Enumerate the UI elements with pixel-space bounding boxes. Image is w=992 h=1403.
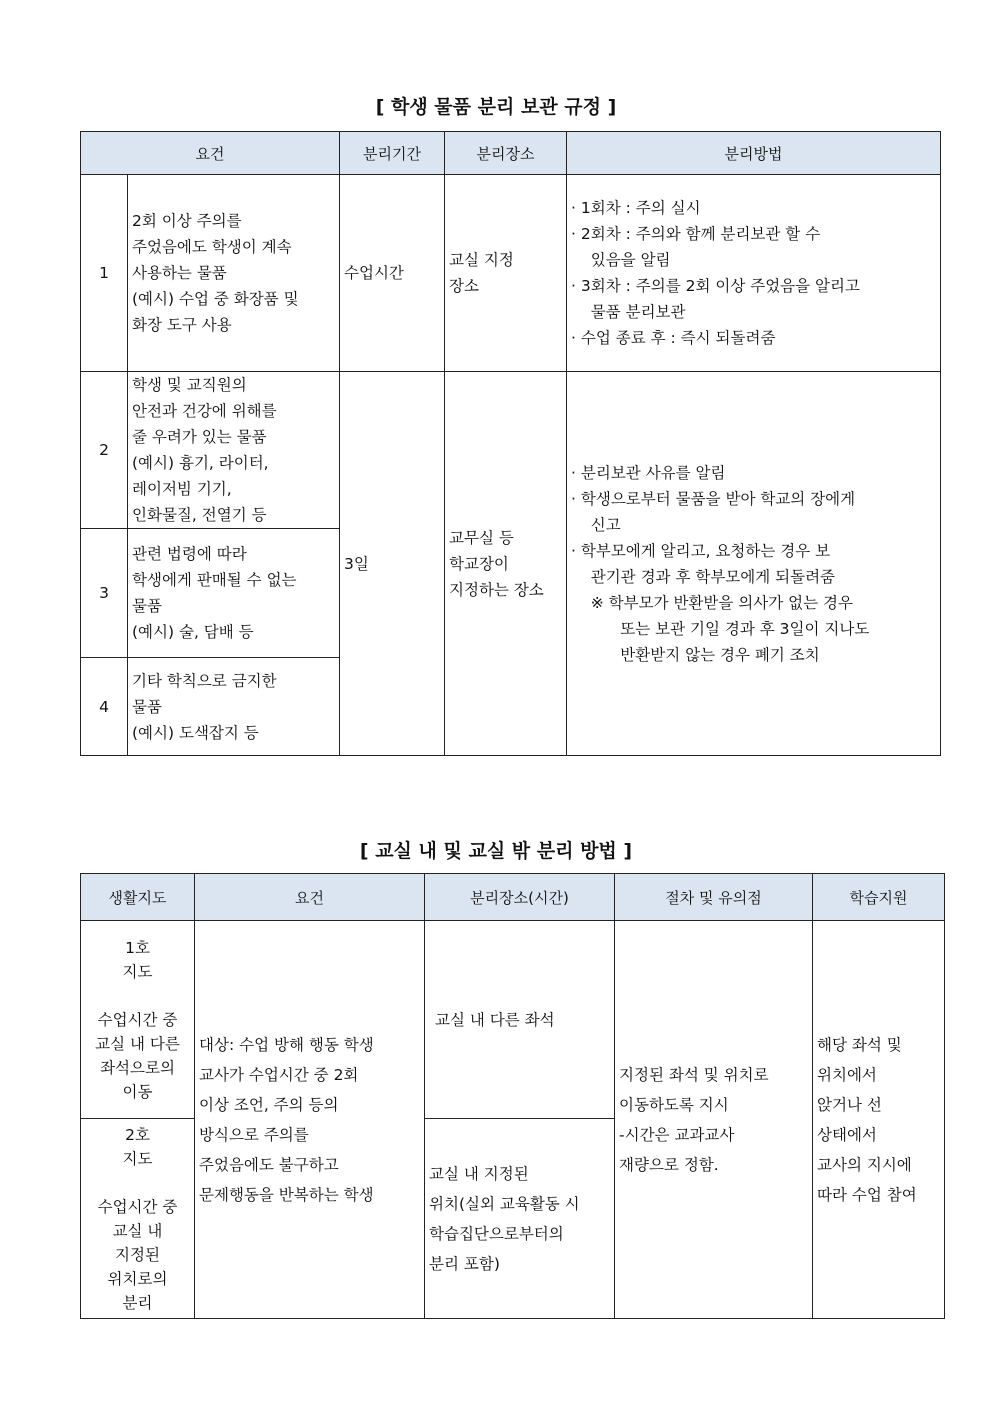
place-level-2	[425, 1119, 615, 1319]
text-line: 화장 도구 사용	[132, 316, 232, 334]
text-line: 위치(실외 교육활동 시	[429, 1194, 580, 1213]
text-line: 물품	[132, 697, 162, 716]
text-line: 분리 포함)	[429, 1254, 500, 1273]
text-line: 줄 우려가 있는 물품	[132, 428, 267, 446]
text-line: 위치로의	[107, 1269, 168, 1288]
text-line: 재량으로 정함.	[619, 1155, 719, 1174]
place-level-1	[425, 921, 615, 1119]
text-line: 교실 내	[112, 1221, 163, 1240]
text-line: 학습집단으로부터의	[429, 1224, 564, 1243]
text-line: 방식으로 주의를	[199, 1125, 309, 1144]
text-line: 인화물질, 전열기 등	[132, 506, 267, 524]
text-line: 교사가 수업시간 중 2회	[199, 1065, 359, 1084]
text-line	[85, 984, 190, 1008]
header-guidance: 생활지도	[81, 874, 195, 921]
table2-title: [ 교실 내 및 교실 밖 분리 방법 ]	[359, 840, 633, 862]
text-line: · 수업 종료 후 : 즉시 되돌려줌	[571, 329, 776, 347]
separation-methods-table	[80, 873, 945, 1319]
text-line: 지정된 좌석 및 위치로	[619, 1065, 769, 1084]
text-line: 안전과 건강에 위해를	[132, 402, 277, 420]
text-line: 신고	[571, 515, 621, 534]
text-line: 좌석으로의	[100, 1058, 175, 1077]
header-procedure: 절차 및 유의점	[615, 874, 813, 921]
header-place-time: 분리장소(시간)	[425, 874, 615, 921]
text-line: 레이저빔 기기,	[132, 480, 232, 498]
storage-rules-table	[80, 131, 941, 756]
text-line: (예시) 흉기, 라이터,	[132, 454, 269, 472]
text-line: 사용하는 물품	[132, 264, 227, 282]
text-line: 주었음에도 학생이 계속	[132, 238, 292, 256]
text-line: 1호	[125, 938, 150, 957]
text-line: 물품	[132, 597, 162, 615]
shared-condition	[195, 921, 425, 1319]
text-line: 이동	[122, 1082, 153, 1101]
text-line: 교실 지정	[449, 251, 514, 269]
text-line: 2호	[125, 1125, 150, 1144]
guidance-level-2	[81, 1119, 195, 1319]
text-line: 학생에게 판매될 수 없는	[132, 571, 297, 589]
text-line: 대상: 수업 방해 행동 학생	[199, 1035, 374, 1054]
shared-learning-support	[813, 921, 945, 1319]
text-line: (예시) 도색잡지 등	[132, 723, 259, 742]
row-number: 1	[81, 175, 128, 372]
text-line: 수업시간 중	[97, 1010, 178, 1029]
text-line: · 2회차 : 주의와 함께 분리보관 할 수	[571, 225, 821, 243]
shared-period: 3일	[340, 372, 445, 756]
text-line: · 학부모에게 알리고, 요청하는 경우 보	[571, 541, 831, 560]
shared-method	[567, 372, 941, 756]
text-line: 분리	[122, 1293, 153, 1312]
text-line: 또는 보관 기일 경과 후 3일이 지나도	[571, 619, 870, 638]
text-line: 지도	[122, 962, 153, 981]
text-line: 기타 학칙으로 금지한	[132, 671, 277, 690]
text-line: 수업시간 중	[97, 1197, 178, 1216]
guidance-level-1	[81, 921, 195, 1119]
text-line: 지정하는 장소	[449, 580, 544, 599]
row-condition	[128, 175, 340, 372]
row-method	[567, 175, 941, 372]
text-line: 이동하도록 지시	[619, 1095, 729, 1114]
text-line: 지정된	[115, 1245, 160, 1264]
header-period: 분리기간	[340, 132, 445, 175]
text-line: 이상 조언, 주의 등의	[199, 1095, 339, 1114]
text-line: 교실 내 다른	[95, 1034, 180, 1053]
text-line: 있음을 알림	[571, 251, 671, 269]
text-line: 주었음에도 불구하고	[199, 1155, 339, 1174]
row-number: 3	[81, 529, 128, 658]
text-line: 따라 수업 참여	[817, 1185, 917, 1204]
text-line: 학교장이	[449, 554, 509, 573]
row-number: 2	[81, 372, 128, 529]
row-condition	[128, 529, 340, 658]
table-row	[81, 921, 945, 1119]
text-line: 교사의 지시에	[817, 1155, 912, 1174]
header-place: 분리장소	[445, 132, 567, 175]
text-line: 학생 및 교직원의	[132, 376, 247, 394]
text-line: · 학생으로부터 물품을 받아 학교의 장에게	[571, 489, 856, 508]
text-line: 교실 내 다른 좌석	[435, 1010, 555, 1029]
header-condition: 요건	[195, 874, 425, 921]
table-row	[81, 175, 941, 372]
table-row	[81, 372, 941, 529]
text-line: · 3회차 : 주의를 2회 이상 주었음을 알리고	[571, 277, 860, 295]
shared-place	[445, 372, 567, 756]
text-line: 관련 법령에 따라	[132, 545, 247, 563]
shared-procedure	[615, 921, 813, 1319]
text-line: · 1회차 : 주의 실시	[571, 199, 701, 217]
text-line: 해당 좌석 및	[817, 1035, 902, 1054]
text-line: -시간은 교과교사	[619, 1125, 735, 1144]
text-line: 반환받지 않는 경우 폐기 조치	[571, 645, 820, 664]
row-place	[445, 175, 567, 372]
text-line: 교무실 등	[449, 528, 514, 547]
text-line: 문제행동을 반복하는 학생	[199, 1185, 374, 1204]
header-condition: 요건	[81, 132, 340, 175]
text-line: 지도	[122, 1149, 153, 1168]
table2-header-row	[81, 874, 945, 921]
text-line: 물품 분리보관	[571, 303, 686, 321]
row-condition	[128, 658, 340, 756]
row-period: 수업시간	[340, 175, 445, 372]
text-line: 2회 이상 주의를	[132, 212, 242, 230]
text-line: · 분리보관 사유를 알림	[571, 463, 726, 482]
text-line: 앉거나 선	[817, 1095, 882, 1114]
header-method: 분리방법	[567, 132, 941, 175]
row-condition	[128, 372, 340, 529]
text-line: 교실 내 지정된	[429, 1164, 529, 1183]
text-line: (예시) 술, 담배 등	[132, 623, 254, 641]
text-line: 위치에서	[817, 1065, 877, 1084]
text-line: 관기관 경과 후 학부모에게 되돌려줌	[571, 567, 836, 586]
header-learning-support: 학습지원	[813, 874, 945, 921]
text-line: 상태에서	[817, 1125, 877, 1144]
text-line: ※ 학부모가 반환받을 의사가 없는 경우	[571, 593, 853, 612]
text-line: 장소	[449, 277, 479, 295]
table1-header-row	[81, 132, 941, 175]
row-number: 4	[81, 658, 128, 756]
text-line: (예시) 수업 중 화장품 및	[132, 290, 299, 308]
table1-title: [ 학생 물품 분리 보관 규정 ]	[375, 96, 617, 118]
text-line	[85, 1171, 190, 1195]
